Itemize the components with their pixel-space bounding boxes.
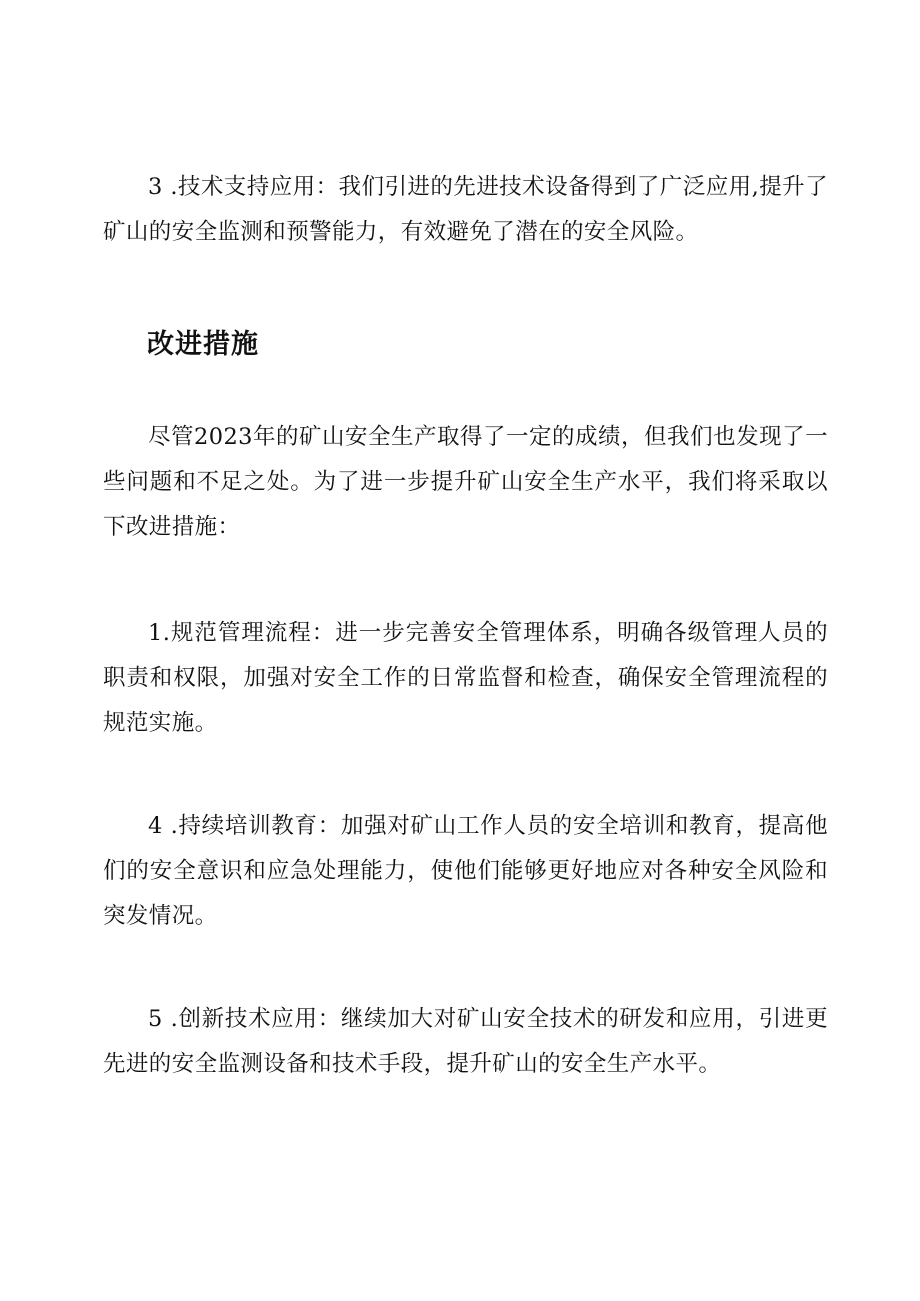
paragraph-intro: 尽管2023年的矿山安全生产取得了一定的成绩，但我们也发现了一些问题和不足之处。为了进一步提升矿山安全生产水平，我们将采取以下改进措施： xyxy=(103,424,828,540)
paragraph-tech-support: 3 .技术支持应用：我们引进的先进技术设备得到了广泛应用,提升了矿山的安全监测和预警能力，有效避免了潜在的安全风险。 xyxy=(103,174,828,245)
section-heading-improvement-measures: 改进措施 xyxy=(147,329,259,360)
paragraph-item-5: 5 .创新技术应用：继续加大对矿山安全技术的研发和应用，引进更先进的安全监测设备和技术手段，提升矿山的安全生产水平。 xyxy=(103,1006,828,1077)
paragraph-item-4: 4 .持续培训教育：加强对矿山工作人员的安全培训和教育，提高他们的安全意识和应急处理能力，使他们能够更好地应对各种安全风险和突发情况。 xyxy=(103,813,828,929)
paragraph-item-1: 1.规范管理流程：进一步完善安全管理体系，明确各级管理人员的职责和权限，加强对安全工作的日常监督和检查，确保安全管理流程的规范实施。 xyxy=(103,620,828,736)
